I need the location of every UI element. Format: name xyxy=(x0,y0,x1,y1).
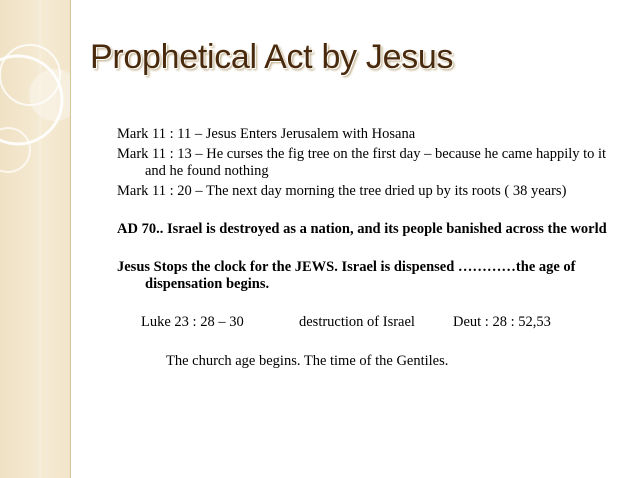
line-ad-70: AD 70.. Israel is destroyed as a nation, and its people banished across the world xyxy=(117,221,607,237)
line-mark-11-20: Mark 11 : 20 – The next day morning the tree dried up by its roots ( 38 years) xyxy=(117,183,567,199)
line-mark-11-11: Mark 11 : 11 – Jesus Enters Jerusalem with Hosana xyxy=(117,126,416,142)
decorative-sidebar xyxy=(0,0,71,478)
slide-body xyxy=(117,126,622,370)
decorative-circles-graphic xyxy=(0,0,70,478)
slide-title: Prophetical Act by Jesus xyxy=(90,38,454,76)
reference-luke: Luke 23 : 28 – 30 xyxy=(141,314,244,330)
reference-destruction: destruction of Israel xyxy=(299,314,415,330)
references-row xyxy=(141,314,622,331)
line-mark-11-13: Mark 11 : 13 – He curses the fig tree on the first day – because he came happily to it and he found nothing xyxy=(117,146,607,179)
reference-deut: Deut : 28 : 52,53 xyxy=(453,314,551,330)
closing-line: The church age begins. The time of the Gentiles. xyxy=(166,353,449,369)
line-clock-stops: Jesus Stops the clock for the JEWS. Israel is dispensed …………the age of dispensation begins. xyxy=(117,259,576,292)
